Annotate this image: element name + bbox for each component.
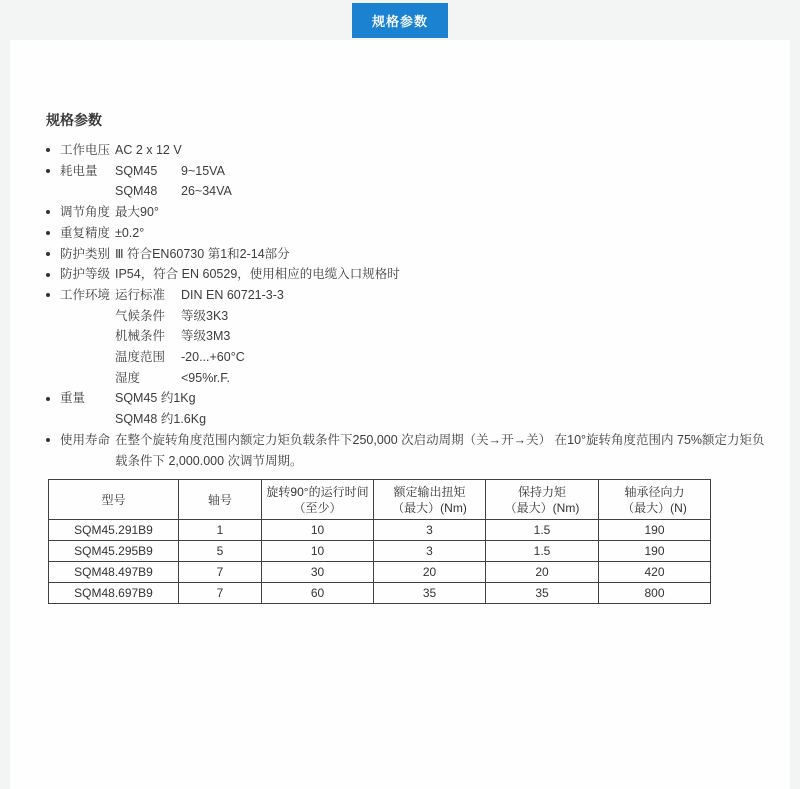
cell-shaft: 1 [179, 520, 262, 541]
spec-sublabel: 运行标准 [115, 287, 166, 302]
spec-value: 等级3M3 [181, 329, 231, 344]
col-header-holding-torque: 保持力矩 （最大）(Nm) [486, 480, 599, 520]
col-header-torque: 额定输出扭矩 （最大）(Nm) [374, 480, 486, 520]
spec-row-power-2 [46, 181, 776, 202]
cell-model: SQM48.497B9 [49, 562, 179, 583]
cell-shaft: 7 [179, 562, 262, 583]
bullet-icon [46, 388, 60, 409]
table-row [49, 562, 711, 583]
bullet-spacer [46, 368, 60, 389]
spec-value: 在整个旋转角度范围内额定力矩负载条件下250,000 次启动周期（关→开→关） 在10°旋转角度范围内 75%额定力矩负载条件下 2,000.000 次调节周期。 [115, 432, 765, 468]
table-header-row [49, 480, 711, 520]
spec-value: SQM48 约1.6Kg [115, 412, 207, 427]
spec-row-weight [46, 388, 776, 409]
cell-model: SQM45.291B9 [49, 520, 179, 541]
table-row [49, 583, 711, 604]
tab-bar [0, 0, 800, 40]
spec-value: 9~15VA [181, 163, 225, 178]
spec-label: 重量 [60, 391, 86, 406]
bullet-spacer [46, 326, 60, 347]
spec-row-environment-5 [46, 368, 776, 389]
cell-model: SQM45.295B9 [49, 541, 179, 562]
spec-row-lifetime [46, 430, 776, 471]
spec-value: DIN EN 60721-3-3 [181, 287, 284, 302]
spec-value: AC 2 x 12 V [115, 143, 182, 157]
col-header-model: 型号 [49, 480, 179, 520]
bullet-icon [46, 140, 60, 161]
cell-radial-force: 800 [599, 583, 711, 604]
spec-value: 最大90° [115, 205, 159, 220]
content-panel [10, 40, 790, 789]
cell-torque: 20 [374, 562, 486, 583]
cell-radial-force: 190 [599, 520, 711, 541]
spec-row-environment-3 [46, 326, 776, 347]
spec-sublabel: 湿度 [115, 370, 141, 385]
table-row [49, 520, 711, 541]
spec-table [48, 479, 711, 604]
spec-sublabel: SQM45 [115, 163, 158, 178]
spec-value: <95%r.F. [181, 370, 230, 385]
bullet-spacer [46, 409, 60, 430]
spec-sublabel: 温度范围 [115, 350, 166, 365]
spec-sublabel: 气候条件 [115, 308, 166, 323]
cell-torque: 35 [374, 583, 486, 604]
cell-runtime: 10 [262, 541, 374, 562]
bullet-icon [46, 244, 60, 265]
cell-runtime: 10 [262, 520, 374, 541]
spec-label: 工作环境 [60, 287, 111, 302]
spec-label: 耗电量 [60, 163, 98, 178]
bullet-icon [46, 430, 60, 451]
spec-sublabel: SQM48 [115, 184, 158, 199]
spec-row-angle [46, 202, 776, 223]
spec-label: 重复精度 [60, 225, 111, 240]
cell-runtime: 30 [262, 562, 374, 583]
cell-torque: 3 [374, 541, 486, 562]
spec-label: 调节角度 [60, 205, 111, 220]
cell-holding-torque: 20 [486, 562, 599, 583]
spec-value: 26~34VA [181, 184, 232, 199]
spec-row-environment-4 [46, 347, 776, 368]
section-title: 规格参数 [46, 112, 102, 128]
spec-value: 等级3K3 [181, 308, 229, 323]
cell-runtime: 60 [262, 583, 374, 604]
spec-row-voltage [46, 140, 776, 161]
cell-holding-torque: 35 [486, 583, 599, 604]
cell-holding-torque: 1.5 [486, 541, 599, 562]
spec-sublabel: 机械条件 [115, 329, 166, 344]
spec-value: SQM45 约1Kg [115, 391, 196, 406]
spec-row-power [46, 161, 776, 182]
spec-row-precision [46, 223, 776, 244]
spec-value: -20...+60°C [181, 350, 245, 365]
spec-label: 防护类别 [60, 246, 111, 261]
cell-shaft: 7 [179, 583, 262, 604]
cell-radial-force: 190 [599, 541, 711, 562]
spec-row-weight-2 [46, 409, 776, 430]
bullet-spacer [46, 306, 60, 327]
bullet-icon [46, 223, 60, 244]
spec-label: 工作电压 [60, 143, 111, 157]
spec-value: IP54，符合 EN 60529，使用相应的电缆入口规格时 [115, 267, 400, 282]
col-header-shaft: 轴号 [179, 480, 262, 520]
cell-shaft: 5 [179, 541, 262, 562]
cell-radial-force: 420 [599, 562, 711, 583]
tab-spec-params[interactable]: 规格参数 [352, 3, 448, 38]
spec-label: 防护等级 [60, 267, 111, 282]
spec-row-environment-2 [46, 306, 776, 327]
col-header-runtime: 旋转90°的运行时间 （至少） [262, 480, 374, 520]
bullet-spacer [46, 347, 60, 368]
spec-row-protection-rating [46, 264, 776, 285]
spec-value: Ⅲ 符合EN60730 第1和2-14部分 [115, 246, 290, 261]
bullet-icon [46, 202, 60, 223]
cell-holding-torque: 1.5 [486, 520, 599, 541]
bullet-icon [46, 161, 60, 182]
spec-list [46, 140, 776, 471]
bullet-icon [46, 264, 60, 285]
col-header-radial-force: 轴承径向力 （最大）(N) [599, 480, 711, 520]
table-row [49, 541, 711, 562]
cell-model: SQM48.697B9 [49, 583, 179, 604]
cell-torque: 3 [374, 520, 486, 541]
spec-row-protection-class [46, 244, 776, 265]
spec-row-environment [46, 285, 776, 306]
spec-label: 使用寿命 [60, 432, 111, 447]
bullet-spacer [46, 181, 60, 202]
bullet-icon [46, 285, 60, 306]
spec-value: ±0.2° [115, 225, 145, 240]
